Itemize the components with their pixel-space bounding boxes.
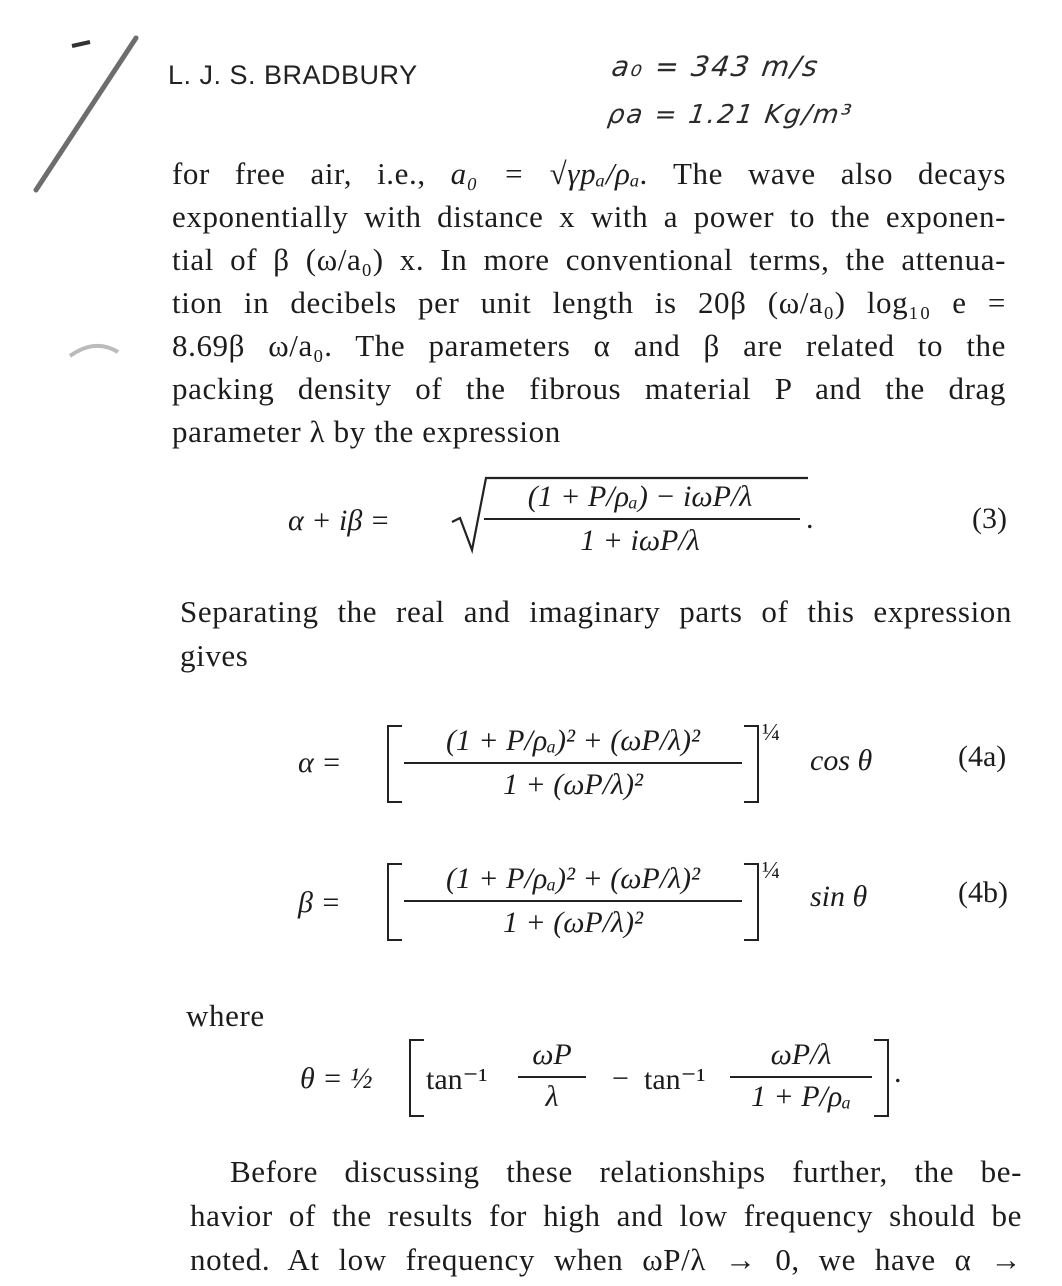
fraction-bar xyxy=(518,1076,586,1078)
paragraph-1 xyxy=(172,156,1006,457)
equation-lhs: α + iβ = xyxy=(288,504,391,537)
fraction-numerator: (1 + P/ρₐ)² + (ωP/λ)² xyxy=(445,862,701,895)
arctan-1: tan⁻¹ xyxy=(426,1063,488,1096)
where-label: where xyxy=(186,998,265,1033)
arctan-2: tan⁻¹ xyxy=(644,1063,706,1096)
equation-lhs: β = xyxy=(298,886,341,919)
text-line: packing density of the fibrous material P and the drag xyxy=(172,371,1006,406)
equation-number: (4a) xyxy=(958,740,1007,773)
fraction-numerator: (1 + P/ρₐ) − iωP/λ xyxy=(527,480,753,513)
text-line: 8.69β ω/a₀. The parameters α and β are related to the xyxy=(172,328,1006,363)
theta-equation xyxy=(0,1034,1062,1124)
fraction-bar xyxy=(404,762,742,764)
pen-dash xyxy=(72,42,90,46)
paragraph-2 xyxy=(180,594,1012,682)
text-line: for free air, i.e., a₀ = √γpₐ/ρₐ. The wave also decays xyxy=(172,156,1006,191)
equation-period: . xyxy=(894,1056,902,1089)
text-line: gives xyxy=(180,638,249,673)
text-line: parameter λ by the expression xyxy=(172,414,561,449)
fraction-numerator: (1 + P/ρₐ)² + (ωP/λ)² xyxy=(445,724,701,757)
running-head-author: L. J. S. BRADBURY xyxy=(168,60,418,90)
equation-4a xyxy=(0,718,1062,808)
handwritten-note-speed: a₀ = 343 m/s xyxy=(609,50,822,83)
text-line: havior of the results for high and low frequency should be xyxy=(190,1198,1022,1233)
exponent: ¼ xyxy=(762,720,780,746)
equation-lhs: α = xyxy=(298,746,342,779)
text-line: exponentially with distance x with a power to the exponen- xyxy=(172,199,1006,234)
fraction-denominator: 1 + (ωP/λ)² xyxy=(502,768,644,801)
minus-sign: − xyxy=(612,1062,629,1095)
trig-term: sin θ xyxy=(810,880,868,913)
equation-lhs: θ = ½ xyxy=(300,1062,373,1095)
text-line: tial of β (ω/a₀) x. In more conventional terms, the attenua- xyxy=(172,242,1006,277)
right-bracket-icon xyxy=(742,724,762,804)
text-line: Separating the real and imaginary parts of this expression xyxy=(180,594,1012,629)
fraction-2-numerator: ωP/λ xyxy=(770,1038,832,1071)
equation-period: . xyxy=(806,502,814,535)
pen-stroke xyxy=(36,38,136,190)
equation-3 xyxy=(0,470,1062,570)
margin-pen-marks xyxy=(0,0,140,420)
equation-number: (3) xyxy=(972,502,1007,535)
left-bracket-icon xyxy=(406,1038,426,1118)
handwritten-note-density: ρa = 1.21 Kg/m³ xyxy=(605,100,856,130)
fraction-denominator: 1 + iωP/λ xyxy=(580,524,700,557)
right-bracket-icon xyxy=(872,1038,892,1118)
arc-mark xyxy=(70,346,118,356)
right-bracket-icon xyxy=(742,862,762,942)
fraction-bar xyxy=(730,1076,872,1078)
fraction-1-denominator: λ xyxy=(545,1080,559,1113)
equation-4b xyxy=(0,856,1062,946)
paragraph-3 xyxy=(190,1154,1022,1286)
fraction-bar xyxy=(484,518,800,520)
text-line: tion in decibels per unit length is 20β (ω/a₀) log₁₀ e = xyxy=(172,285,1006,320)
trig-term: cos θ xyxy=(810,744,873,777)
text-line: noted. At low frequency when ωP/λ → 0, we have α → xyxy=(190,1242,1022,1277)
equation-number: (4b) xyxy=(958,876,1008,909)
fraction-1-numerator: ωP xyxy=(532,1038,572,1071)
exponent: ¼ xyxy=(762,858,780,884)
fraction-denominator: 1 + (ωP/λ)² xyxy=(502,906,644,939)
fraction-2-denominator: 1 + P/ρₐ xyxy=(750,1080,852,1113)
fraction-bar xyxy=(404,900,742,902)
text-line: Before discussing these relationships further, the be- xyxy=(230,1154,1022,1189)
